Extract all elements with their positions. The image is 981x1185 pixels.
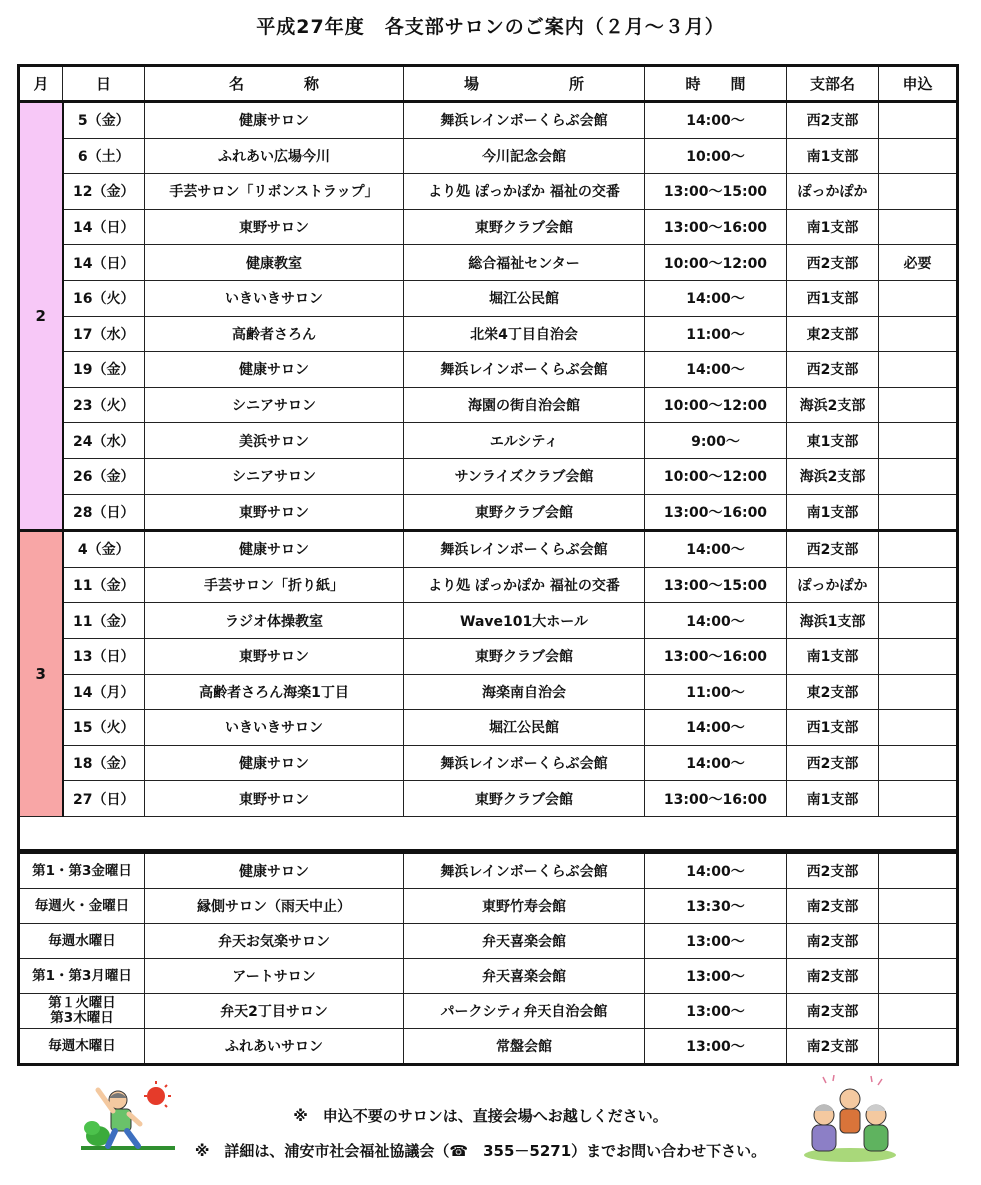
month-cell: 3 xyxy=(19,531,63,817)
day-cell: 19（金） xyxy=(63,352,145,388)
apply-cell xyxy=(879,710,958,746)
table-row xyxy=(19,638,958,674)
weekly-row xyxy=(19,924,958,959)
apply-cell xyxy=(879,423,958,459)
table-row xyxy=(19,567,958,603)
day-cell: 26（金） xyxy=(63,458,145,494)
apply-cell xyxy=(879,745,958,781)
name-cell: 健康サロン xyxy=(145,102,404,139)
apply-cell xyxy=(879,458,958,494)
apply-cell xyxy=(879,494,958,531)
name-cell: ふれあい広場今川 xyxy=(145,138,404,174)
place-cell: より処 ぽっかぽか 福祉の交番 xyxy=(404,174,645,210)
time-cell: 14:00～ xyxy=(645,745,787,781)
day-cell: 4（金） xyxy=(63,531,145,568)
weekday-cell: 第１火曜日 第3木曜日 xyxy=(19,994,145,1029)
table-row xyxy=(19,494,958,531)
day-cell: 16（火） xyxy=(63,280,145,316)
name-cell: いきいきサロン xyxy=(145,710,404,746)
name-cell: 高齢者さろん xyxy=(145,316,404,352)
time-cell: 13:00～ xyxy=(645,924,787,959)
name-cell: 健康サロン xyxy=(145,352,404,388)
name-cell: 手芸サロン「折り紙」 xyxy=(145,567,404,603)
time-cell: 10:00～12:00 xyxy=(645,387,787,423)
name-cell: アートサロン xyxy=(145,959,404,994)
table-row xyxy=(19,745,958,781)
apply-cell xyxy=(879,102,958,139)
table-row xyxy=(19,387,958,423)
day-cell: 11（金） xyxy=(63,603,145,639)
apply-cell xyxy=(879,924,958,959)
place-cell: Wave101大ホール xyxy=(404,603,645,639)
time-cell: 13:00～16:00 xyxy=(645,638,787,674)
branch-cell: 西2支部 xyxy=(787,102,879,139)
apply-cell xyxy=(879,781,958,817)
time-cell: 13:00～16:00 xyxy=(645,494,787,531)
time-cell: 11:00～ xyxy=(645,316,787,352)
name-cell: シニアサロン xyxy=(145,387,404,423)
name-cell: 美浜サロン xyxy=(145,423,404,459)
time-cell: 10:00～ xyxy=(645,138,787,174)
table-header-row xyxy=(19,66,958,102)
name-cell: 縁側サロン（雨天中止） xyxy=(145,889,404,924)
time-cell: 13:00～15:00 xyxy=(645,174,787,210)
time-cell: 10:00～12:00 xyxy=(645,245,787,281)
apply-cell xyxy=(879,638,958,674)
name-cell: 東野サロン xyxy=(145,209,404,245)
place-cell: 舞浜レインボーくらぶ会館 xyxy=(404,853,645,889)
header-time: 時 間 xyxy=(645,66,787,102)
place-cell: 舞浜レインボーくらぶ会館 xyxy=(404,531,645,568)
day-cell: 28（日） xyxy=(63,494,145,531)
day-cell: 23（火） xyxy=(63,387,145,423)
apply-cell xyxy=(879,352,958,388)
place-cell: 舞浜レインボーくらぶ会館 xyxy=(404,102,645,139)
name-cell: シニアサロン xyxy=(145,458,404,494)
schedule-table xyxy=(17,64,959,852)
branch-cell: ぽっかぽか xyxy=(787,174,879,210)
place-cell: パークシティ弁天自治会館 xyxy=(404,994,645,1029)
branch-cell: 西2支部 xyxy=(787,245,879,281)
name-cell: 健康教室 xyxy=(145,245,404,281)
time-cell: 11:00～ xyxy=(645,674,787,710)
name-cell: 高齢者さろん海楽1丁目 xyxy=(145,674,404,710)
time-cell: 14:00～ xyxy=(645,853,787,889)
branch-cell: 南1支部 xyxy=(787,209,879,245)
place-cell: 東野クラブ会館 xyxy=(404,638,645,674)
time-cell: 10:00～12:00 xyxy=(645,458,787,494)
page-title: 平成27年度 各支部サロンのご案内（２月～３月） xyxy=(256,16,725,38)
header-name: 名 称 xyxy=(145,66,404,102)
place-cell: 総合福祉センター xyxy=(404,245,645,281)
apply-cell: 必要 xyxy=(879,245,958,281)
table-row xyxy=(19,174,958,210)
name-cell: 弁天お気楽サロン xyxy=(145,924,404,959)
table-row xyxy=(19,245,958,281)
table-row xyxy=(19,138,958,174)
time-cell: 13:30～ xyxy=(645,889,787,924)
branch-cell: 海浜1支部 xyxy=(787,603,879,639)
time-cell: 13:00～ xyxy=(645,994,787,1029)
name-cell: 東野サロン xyxy=(145,638,404,674)
name-cell: ラジオ体操教室 xyxy=(145,603,404,639)
apply-cell xyxy=(879,889,958,924)
apply-cell xyxy=(879,316,958,352)
place-cell: 東野クラブ会館 xyxy=(404,209,645,245)
apply-cell xyxy=(879,1029,958,1065)
place-cell: 今川記念会館 xyxy=(404,138,645,174)
time-cell: 14:00～ xyxy=(645,102,787,139)
name-cell: 手芸サロン「リボンストラップ」 xyxy=(145,174,404,210)
place-cell: 弁天喜楽会館 xyxy=(404,924,645,959)
day-cell: 11（金） xyxy=(63,567,145,603)
name-cell: 東野サロン xyxy=(145,781,404,817)
weekly-row xyxy=(19,994,958,1029)
name-cell: いきいきサロン xyxy=(145,280,404,316)
header-month: 月 xyxy=(19,66,63,102)
apply-cell xyxy=(879,853,958,889)
day-cell: 18（金） xyxy=(63,745,145,781)
day-cell: 13（日） xyxy=(63,638,145,674)
branch-cell: 南1支部 xyxy=(787,138,879,174)
place-cell: 東野クラブ会館 xyxy=(404,494,645,531)
apply-cell xyxy=(879,387,958,423)
day-cell: 6（土） xyxy=(63,138,145,174)
name-cell: 東野サロン xyxy=(145,494,404,531)
weekday-cell: 第1・第3金曜日 xyxy=(19,853,145,889)
branch-cell: 西1支部 xyxy=(787,280,879,316)
place-cell: 東野クラブ会館 xyxy=(404,781,645,817)
branch-cell: 南2支部 xyxy=(787,889,879,924)
branch-cell: 南2支部 xyxy=(787,1029,879,1065)
time-cell: 13:00～ xyxy=(645,959,787,994)
name-cell: ふれあいサロン xyxy=(145,1029,404,1065)
time-cell: 14:00～ xyxy=(645,710,787,746)
place-cell: エルシティ xyxy=(404,423,645,459)
branch-cell: 西2支部 xyxy=(787,853,879,889)
apply-cell xyxy=(879,174,958,210)
time-cell: 14:00～ xyxy=(645,280,787,316)
day-cell: 17（水） xyxy=(63,316,145,352)
day-cell: 14（日） xyxy=(63,209,145,245)
place-cell: 堀江公民館 xyxy=(404,710,645,746)
branch-cell: 西2支部 xyxy=(787,531,879,568)
branch-cell: 海浜2支部 xyxy=(787,458,879,494)
place-cell: 堀江公民館 xyxy=(404,280,645,316)
place-cell: 弁天喜楽会館 xyxy=(404,959,645,994)
day-cell: 15（火） xyxy=(63,710,145,746)
table-row xyxy=(19,458,958,494)
branch-cell: 南2支部 xyxy=(787,924,879,959)
place-cell: 東野竹寿会館 xyxy=(404,889,645,924)
header-branch: 支部名 xyxy=(787,66,879,102)
apply-cell xyxy=(879,138,958,174)
place-cell: 海楽南自治会 xyxy=(404,674,645,710)
note-contact-info: ※ 詳細は、浦安市社会福祉協議会（☎ 355－5271）までお問い合わせ下さい。 xyxy=(194,1142,767,1160)
table-row xyxy=(19,531,958,568)
weekday-cell: 第1・第3月曜日 xyxy=(19,959,145,994)
apply-cell xyxy=(879,280,958,316)
name-cell: 弁天2丁目サロン xyxy=(145,994,404,1029)
table-row xyxy=(19,316,958,352)
place-cell: 舞浜レインボーくらぶ会館 xyxy=(404,745,645,781)
branch-cell: 南1支部 xyxy=(787,494,879,531)
place-cell: より処 ぽっかぽか 福祉の交番 xyxy=(404,567,645,603)
day-cell: 14（月） xyxy=(63,674,145,710)
header-apply: 申込 xyxy=(879,66,958,102)
day-cell: 5（金） xyxy=(63,102,145,139)
branch-cell: 西1支部 xyxy=(787,710,879,746)
day-cell: 27（日） xyxy=(63,781,145,817)
spacer-cell xyxy=(19,816,958,850)
weekday-cell: 毎週火・金曜日 xyxy=(19,889,145,924)
branch-cell: 南1支部 xyxy=(787,781,879,817)
apply-cell xyxy=(879,994,958,1029)
branch-cell: 南1支部 xyxy=(787,638,879,674)
apply-cell xyxy=(879,531,958,568)
header-place: 場 所 xyxy=(404,66,645,102)
branch-cell: 東1支部 xyxy=(787,423,879,459)
name-cell: 健康サロン xyxy=(145,745,404,781)
table-spacer-row xyxy=(19,816,958,850)
branch-cell: 南2支部 xyxy=(787,994,879,1029)
table-row xyxy=(19,209,958,245)
branch-cell: 海浜2支部 xyxy=(787,387,879,423)
day-cell: 24（水） xyxy=(63,423,145,459)
table-row xyxy=(19,710,958,746)
apply-cell xyxy=(879,959,958,994)
weekly-row xyxy=(19,889,958,924)
note-no-application: ※ 申込不要のサロンは、直接会場へお越しください。 xyxy=(293,1107,668,1125)
table-row xyxy=(19,102,958,139)
apply-cell xyxy=(879,567,958,603)
branch-cell: 西2支部 xyxy=(787,352,879,388)
place-cell: 常盤会館 xyxy=(404,1029,645,1065)
weekly-salon-table xyxy=(17,851,959,1066)
weekly-row xyxy=(19,959,958,994)
weekly-row xyxy=(19,853,958,889)
weekly-row xyxy=(19,1029,958,1065)
apply-cell xyxy=(879,674,958,710)
weekday-cell: 毎週木曜日 xyxy=(19,1029,145,1065)
time-cell: 14:00～ xyxy=(645,352,787,388)
place-cell: 舞浜レインボーくらぶ会館 xyxy=(404,352,645,388)
time-cell: 14:00～ xyxy=(645,531,787,568)
table-row xyxy=(19,603,958,639)
place-cell: 海園の街自治会館 xyxy=(404,387,645,423)
day-cell: 14（日） xyxy=(63,245,145,281)
time-cell: 13:00～16:00 xyxy=(645,781,787,817)
branch-cell: 東2支部 xyxy=(787,316,879,352)
name-cell: 健康サロン xyxy=(145,853,404,889)
table-row xyxy=(19,352,958,388)
header-day: 日 xyxy=(63,66,145,102)
place-cell: 北栄4丁目自治会 xyxy=(404,316,645,352)
apply-cell xyxy=(879,209,958,245)
name-cell: 健康サロン xyxy=(145,531,404,568)
time-cell: 13:00～ xyxy=(645,1029,787,1065)
time-cell: 13:00～16:00 xyxy=(645,209,787,245)
branch-cell: 南2支部 xyxy=(787,959,879,994)
day-cell: 12（金） xyxy=(63,174,145,210)
branch-cell: 東2支部 xyxy=(787,674,879,710)
weekday-cell: 毎週水曜日 xyxy=(19,924,145,959)
apply-cell xyxy=(879,603,958,639)
time-cell: 9:00～ xyxy=(645,423,787,459)
time-cell: 14:00～ xyxy=(645,603,787,639)
table-row xyxy=(19,280,958,316)
branch-cell: ぽっかぽか xyxy=(787,567,879,603)
table-row xyxy=(19,781,958,817)
time-cell: 13:00～15:00 xyxy=(645,567,787,603)
branch-cell: 西2支部 xyxy=(787,745,879,781)
table-row xyxy=(19,423,958,459)
place-cell: サンライズクラブ会館 xyxy=(404,458,645,494)
month-cell: 2 xyxy=(19,102,63,531)
table-row xyxy=(19,674,958,710)
